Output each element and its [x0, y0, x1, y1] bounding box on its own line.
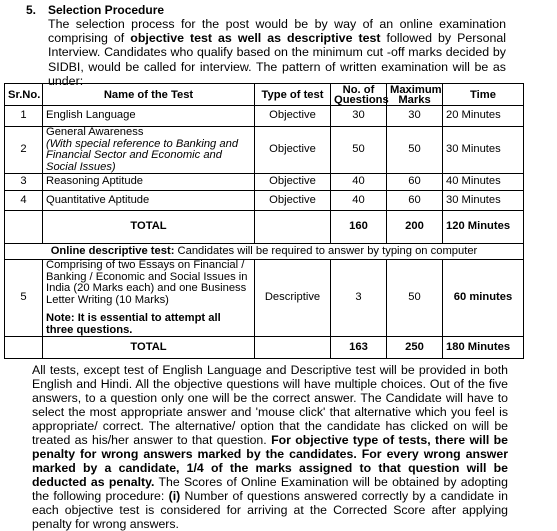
row-time: 40 Minutes: [443, 174, 524, 191]
online-test-cell: [5, 244, 524, 260]
row-questions: 30: [331, 106, 387, 127]
table-row: [5, 106, 524, 127]
descriptive-row: [5, 260, 524, 337]
para-text-2: The Scores of Online Examination will be obtained by adopting the following procedure:: [32, 475, 508, 503]
row-type: Objective: [255, 127, 331, 174]
total-label: TOTAL: [43, 211, 255, 244]
row-marks: 50: [387, 127, 443, 174]
online-test-text: Candidates will be required to answer by typing on computer: [174, 244, 478, 257]
descriptive-name-cell: [43, 260, 255, 337]
intro-emphasis: objective test as well as descriptive test: [130, 31, 381, 46]
intro-text: The selection process for the post would be by way of an online examination comprising of: [48, 17, 506, 46]
intro-paragraph: [48, 17, 506, 88]
row-questions: 40: [331, 191, 387, 211]
row-name-cell: [43, 127, 255, 174]
total-type-blank: [255, 211, 331, 244]
row-name: Reasoning Aptitude: [43, 174, 255, 191]
para-text: All tests, except test of English Language and Descriptive test will be provided in both English and Hindi. All the objective questions will have multiple choices. Out of the five answers, to a question only one will be the correct answer. The Candidate will have to select the most appropriate answer and 'mouse click' that alternative which you feel is appropriate/ correct. The alternative/ option that the candidate has clicked on will be treated as his/her answer to that question.: [32, 363, 508, 447]
row-name: English Language: [43, 106, 255, 127]
total-blank: [5, 211, 43, 244]
row-time: 20 Minutes: [443, 106, 524, 127]
row-time: 30 Minutes: [443, 127, 524, 174]
total-time: 120 Minutes: [443, 211, 524, 244]
row-type: Descriptive: [255, 260, 331, 337]
row-type: Objective: [255, 191, 331, 211]
table-row: [5, 174, 524, 191]
row-marks: 30: [387, 106, 443, 127]
section-title: Selection Procedure: [48, 3, 165, 17]
table-row: [5, 191, 524, 211]
row-questions: 50: [331, 127, 387, 174]
total-marks: 200: [387, 211, 443, 244]
descriptive-name: Comprising of two Essays on Financial / Banking / Economic and Social Issues in India (20 Marks each) and one Business Letter Writing (10 Marks): [46, 259, 248, 306]
row-questions: 40: [331, 174, 387, 191]
para-penalty: For objective type of tests, there will be penalty for wrong answers marked by the candidates. For every wrong answer marked by a candidate, 1/4 of the marks assigned to that question will be deducted as penalty.: [32, 433, 508, 489]
row-name: General Awareness: [46, 126, 144, 138]
header-sr: Sr.No.: [5, 84, 43, 106]
header-name: Name of the Test: [43, 84, 255, 106]
intro-text-2: followed by Personal Interview. Candidates who qualify based on the minimum cut -off marks decided by SIDBI, would be called for interview. The pattern of written examination will be as under:: [48, 31, 506, 88]
row-name-note: (With special reference to Banking and Financial Sector and Economic and Social Issues): [46, 137, 239, 173]
online-test-label: Online descriptive test:: [50, 244, 175, 257]
row-time: 30 Minutes: [443, 191, 524, 211]
header-time: Time: [443, 84, 524, 106]
row-marks: 60: [387, 174, 443, 191]
total-questions: 160: [331, 211, 387, 244]
total-time: 180 Minutes: [443, 337, 524, 359]
table-row: [5, 127, 524, 174]
descriptive-note: Note: It is essential to attempt all three questions.: [46, 312, 221, 336]
para-text-3: Number of questions answered correctly by a candidate in each objective test is considered for arriving at the Corrected Score after applying penalty for wrong answers.: [32, 489, 509, 531]
grand-total-row: [5, 337, 524, 359]
total-questions: 163: [331, 337, 387, 359]
exam-pattern-table: [4, 83, 524, 359]
online-test-row: [5, 244, 524, 260]
total-type-blank: [255, 337, 331, 359]
header-type: Type of test: [255, 84, 331, 106]
row-sr: 4: [5, 191, 43, 211]
table-header-row: [5, 84, 524, 106]
row-sr: 5: [5, 260, 43, 337]
row-sr: 2: [5, 127, 43, 174]
row-marks: 50: [387, 260, 443, 337]
total-blank: [5, 337, 43, 359]
total-marks: 250: [387, 337, 443, 359]
header-marks: Maximum Marks: [387, 84, 443, 106]
header-questions: No. of Questions: [331, 84, 387, 106]
row-marks: 60: [387, 191, 443, 211]
instructions-paragraph: [32, 363, 508, 531]
row-questions: 3: [331, 260, 387, 337]
row-type: Objective: [255, 174, 331, 191]
row-sr: 1: [5, 106, 43, 127]
total-label: TOTAL: [43, 337, 255, 359]
row-type: Objective: [255, 106, 331, 127]
section-number: 5.: [26, 3, 37, 17]
row-sr: 3: [5, 174, 43, 191]
row-name: Quantitative Aptitude: [43, 191, 255, 211]
para-item-marker: (i): [168, 489, 181, 503]
row-time: 60 minutes: [443, 260, 524, 337]
total-row: [5, 211, 524, 244]
section-heading: [26, 3, 164, 17]
